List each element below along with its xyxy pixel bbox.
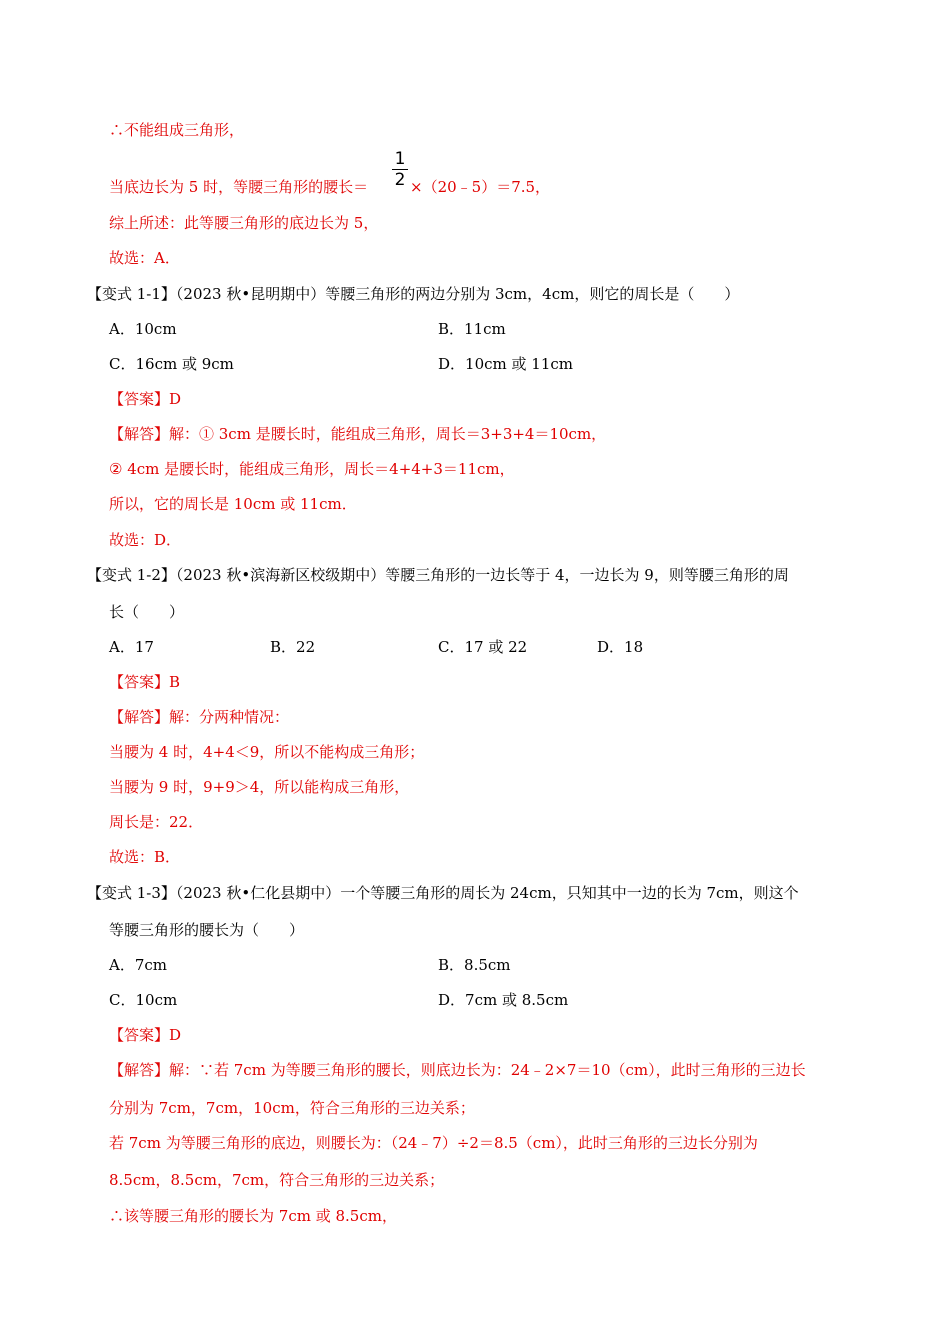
answer: 【答案】B bbox=[109, 673, 181, 691]
question-stem-cont: 等腰三角形的腰长为（ ） bbox=[109, 921, 305, 939]
solution-line: 【解答】解：∵若 7cm 为等腰三角形的腰长，则底边长为：24﹣2×7＝10（cm），此时三角形的三边长 bbox=[109, 1061, 806, 1079]
solution-line: 当腰为 9 时，9+9＞4，所以能构成三角形， bbox=[109, 778, 410, 796]
option-a: A．10cm bbox=[109, 320, 177, 338]
solution-line: 周长是：22． bbox=[109, 813, 204, 831]
solution-line: 分别为 7cm，7cm，10cm，符合三角形的三边关系； bbox=[109, 1099, 475, 1117]
fraction-denominator: 2 bbox=[394, 170, 406, 190]
question-stem: 【变式 1-2】（2023 秋•滨海新区校级期中）等腰三角形的一边长等于 4，一边长为 9，则等腰三角形的周 bbox=[87, 566, 789, 584]
solution-line: 当腰为 4 时，4+4＜9，所以不能构成三角形； bbox=[109, 743, 425, 761]
option-c: C．10cm bbox=[109, 991, 178, 1009]
solution-line-post: ×（20﹣5）＝7.5， bbox=[410, 178, 551, 196]
option-b: B．8.5cm bbox=[438, 956, 511, 974]
option-b: B．11cm bbox=[438, 320, 506, 338]
fraction-one-half bbox=[392, 150, 408, 189]
solution-line: 故选：B． bbox=[109, 848, 181, 866]
solution-line: 若 7cm 为等腰三角形的底边，则腰长为：（24﹣7）÷2＝8.5（cm），此时三角形的三边长分别为 bbox=[109, 1134, 758, 1152]
option-a: A．17 bbox=[109, 638, 154, 656]
solution-line: 综上所述：此等腰三角形的底边长为 5， bbox=[109, 214, 379, 232]
question-stem: 【变式 1-1】（2023 秋•昆明期中）等腰三角形的两边分别为 3cm，4cm，则它的周长是（ ） bbox=[87, 285, 740, 303]
option-a: A．7cm bbox=[109, 956, 168, 974]
option-c: C．16cm 或 9cm bbox=[109, 355, 234, 373]
solution-line: ∴该等腰三角形的腰长为 7cm 或 8.5cm， bbox=[109, 1207, 397, 1225]
option-d: D．7cm 或 8.5cm bbox=[438, 991, 569, 1009]
answer: 【答案】D bbox=[109, 1026, 182, 1044]
solution-line: 故选：A． bbox=[109, 249, 180, 267]
option-b: B．22 bbox=[270, 638, 316, 656]
question-stem-cont: 长（ ） bbox=[109, 603, 185, 621]
solution-line: 【解答】解：① 3cm 是腰长时，能组成三角形，周长＝3+3+4＝10cm， bbox=[109, 425, 607, 443]
answer: 【答案】D bbox=[109, 390, 182, 408]
solution-line: ② 4cm 是腰长时，能组成三角形，周长＝4+4+3＝11cm， bbox=[109, 460, 515, 478]
solution-line: ∴不能组成三角形， bbox=[109, 121, 245, 139]
question-stem: 【变式 1-3】（2023 秋•仁化县期中）一个等腰三角形的周长为 24cm，只知其中一边的长为 7cm，则这个 bbox=[87, 884, 799, 902]
solution-line: 8.5cm，8.5cm，7cm，符合三角形的三边关系； bbox=[109, 1171, 445, 1189]
solution-line: 【解答】解：分两种情况： bbox=[109, 708, 290, 726]
solution-line: 所以，它的周长是 10cm 或 11cm． bbox=[109, 495, 357, 513]
solution-line: 故选：D． bbox=[109, 531, 182, 549]
option-d: D．10cm 或 11cm bbox=[438, 355, 573, 373]
option-c: C．17 或 22 bbox=[438, 638, 528, 656]
solution-line-pre: 当底边长为 5 时，等腰三角形的腰长＝ bbox=[109, 178, 369, 196]
fraction-numerator: 1 bbox=[394, 149, 406, 169]
option-d: D．18 bbox=[597, 638, 644, 656]
